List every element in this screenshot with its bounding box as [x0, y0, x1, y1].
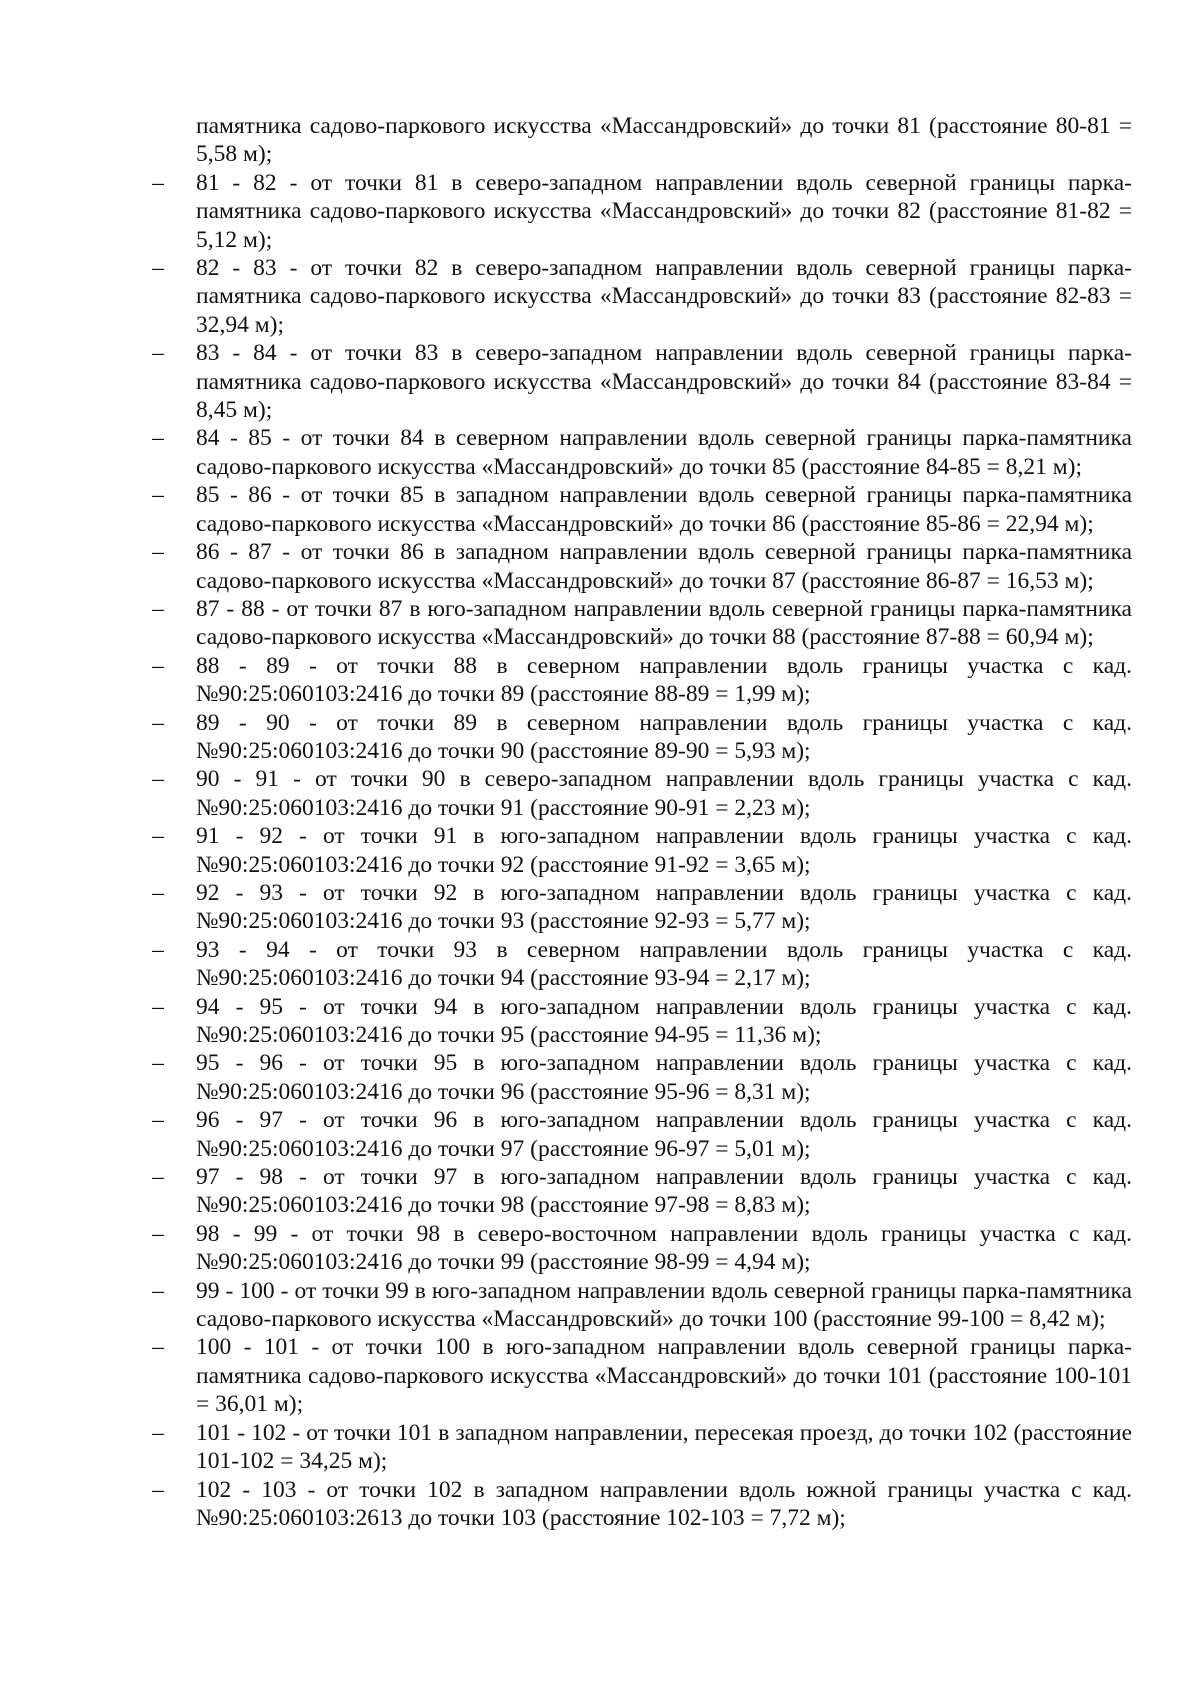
list-item-text: 93 - 94 - от точки 93 в северном направлении вдоль границы участка с кад. №90:25:060103:2416 до точки 94 (расстояние 93-94 = 2,17 м); [196, 936, 1132, 992]
list-item-text: 98 - 99 - от точки 98 в северо-восточном направлении вдоль границы участка с кад. №90:25:060103:2416 до точки 99 (расстояние 98-99 = 4,94 м); [196, 1220, 1132, 1276]
list-dash: – [152, 539, 164, 566]
list-item [152, 879, 1132, 936]
list-item-text: 89 - 90 - от точки 89 в северном направлении вдоль границы участка с кад. №90:25:060103:2416 до точки 90 (расстояние 89-90 = 5,93 м); [196, 709, 1132, 764]
list-item-text: 97 - 98 - от точки 97 в юго-западном направлении вдоль границы участка с кад. №90:25:060103:2416 до точки 98 (расстояние 97-98 = 8,83 м); [196, 1164, 1132, 1219]
list-item-text: 86 - 87 - от точки 86 в западном направлении вдоль северной границы парка-памятника садово-паркового искусства «Массандровский» до точки 87 (расстояние 86-87 = 16,53 м); [196, 539, 1132, 594]
list-dash: – [152, 482, 164, 509]
list-dash: – [152, 823, 164, 850]
list-dash: – [152, 255, 164, 282]
list-item [152, 424, 1132, 481]
list-dash: – [152, 595, 164, 622]
list-dash: – [152, 1220, 164, 1247]
list-item [152, 1277, 1132, 1334]
list-dash: – [152, 425, 164, 452]
list-dash: – [152, 1277, 164, 1304]
list-dash: – [152, 1107, 164, 1134]
list-item-text: 94 - 95 - от точки 94 в юго-западном направлении вдоль границы участка с кад. №90:25:060103:2416 до точки 95 (расстояние 94-95 = 11,36 м); [196, 993, 1132, 1048]
list-item [152, 538, 1132, 595]
list-item [152, 1163, 1132, 1220]
list-item [152, 1333, 1132, 1418]
list-dash: – [152, 1334, 164, 1361]
list-item [152, 595, 1132, 652]
list-item [152, 481, 1132, 538]
list-item [152, 339, 1132, 424]
list-item-text: 100 - 101 - от точки 100 в юго-западном направлении вдоль северной границы парка-памятника садово-паркового искусства «Массандровский» до точки 101 (расстояние 100-101 = 36,01 м); [196, 1334, 1132, 1418]
intro-paragraph: памятника садово-паркового искусства «Массандровский» до точки 81 (расстояние 80-81 = 5,58 м); [196, 113, 1132, 168]
list-dash: – [152, 1476, 164, 1503]
list-dash: – [152, 709, 164, 736]
list-item-text: 82 - 83 - от точки 82 в северо-западном направлении вдоль северной границы парка-памятника садово-паркового искусства «Массандровский» до точки 83 (расстояние 82-83 = 32,94 м); [196, 255, 1132, 338]
list-dash: – [152, 879, 164, 906]
list-dash: – [152, 169, 164, 196]
list-item [152, 936, 1132, 993]
list-item [152, 765, 1132, 822]
list-dash: – [152, 652, 164, 679]
document-body [152, 112, 1132, 1532]
list-item [152, 1049, 1132, 1106]
list-item [152, 1476, 1132, 1533]
list-item [152, 254, 1132, 339]
list-item [152, 169, 1132, 254]
list-item-text: 88 - 89 - от точки 88 в северном направлении вдоль границы участка с кад. №90:25:060103:2416 до точки 89 (расстояние 88-89 = 1,99 м); [196, 652, 1132, 708]
list-item-text: 85 - 86 - от точки 85 в западном направлении вдоль северной границы парка-памятника садово-паркового искусства «Массандровский» до точки 86 (расстояние 85-86 = 22,94 м); [196, 482, 1132, 537]
list-dash: – [152, 1419, 164, 1446]
list-item-text: 87 - 88 - от точки 87 в юго-западном направлении вдоль северной границы парка-памятника садово-паркового искусства «Массандровский» до точки 88 (расстояние 87-88 = 60,94 м); [196, 595, 1132, 651]
list-item-text: 92 - 93 - от точки 92 в юго-западном направлении вдоль границы участка с кад. №90:25:060103:2416 до точки 93 (расстояние 92-93 = 5,77 м); [196, 879, 1132, 935]
list-item-text: 96 - 97 - от точки 96 в юго-западном направлении вдоль границы участка с кад. №90:25:060103:2416 до точки 97 (расстояние 96-97 = 5,01 м); [196, 1107, 1132, 1162]
list-item-text: 101 - 102 - от точки 101 в западном направлении, пересекая проезд, до точки 102 (расстояние 101-102 = 34,25 м); [196, 1419, 1132, 1475]
list-item-text: 90 - 91 - от точки 90 в северо-западном направлении вдоль границы участка с кад. №90:25:060103:2416 до точки 91 (расстояние 90-91 = 2,23 м); [196, 766, 1132, 821]
list-item [152, 709, 1132, 766]
list-dash: – [152, 993, 164, 1020]
list-dash: – [152, 936, 164, 963]
list-item-text: 95 - 96 - от точки 95 в юго-западном направлении вдоль границы участка с кад. №90:25:060103:2416 до точки 96 (расстояние 95-96 = 8,31 м); [196, 1050, 1132, 1105]
list-item [152, 652, 1132, 709]
list-item [152, 1106, 1132, 1163]
list-dash: – [152, 340, 164, 367]
list-dash: – [152, 766, 164, 793]
list-item-text: 84 - 85 - от точки 84 в северном направлении вдоль северной границы парка-памятника садово-паркового искусства «Массандровский» до точки 85 (расстояние 84-85 = 8,21 м); [196, 425, 1132, 480]
list-item [152, 822, 1132, 879]
list-item-text: 99 - 100 - от точки 99 в юго-западном направлении вдоль северной границы парка-памятника садово-паркового искусства «Массандровский» до точки 100 (расстояние 99-100 = 8,42 м); [196, 1277, 1132, 1333]
list-dash: – [152, 1164, 164, 1191]
list-item [152, 1419, 1132, 1476]
list-item-text: 102 - 103 - от точки 102 в западном направлении вдоль южной границы участка с кад. №90:25:060103:2613 до точки 103 (расстояние 102-103 = 7,72 м); [196, 1476, 1132, 1531]
list-item-text: 81 - 82 - от точки 81 в северо-западном направлении вдоль северной границы парка-памятника садово-паркового искусства «Массандровский» до точки 82 (расстояние 81-82 = 5,12 м); [196, 169, 1132, 253]
list-item [152, 1220, 1132, 1277]
list-dash: – [152, 1050, 164, 1077]
list-item-text: 91 - 92 - от точки 91 в юго-западном направлении вдоль границы участка с кад. №90:25:060103:2416 до точки 92 (расстояние 91-92 = 3,65 м); [196, 823, 1132, 878]
list-item-text: 83 - 84 - от точки 83 в северо-западном направлении вдоль северной границы парка-памятника садово-паркового искусства «Массандровский» до точки 84 (расстояние 83-84 = 8,45 м); [196, 340, 1132, 424]
list-item [152, 993, 1132, 1050]
boundary-segment-list [152, 169, 1132, 1533]
